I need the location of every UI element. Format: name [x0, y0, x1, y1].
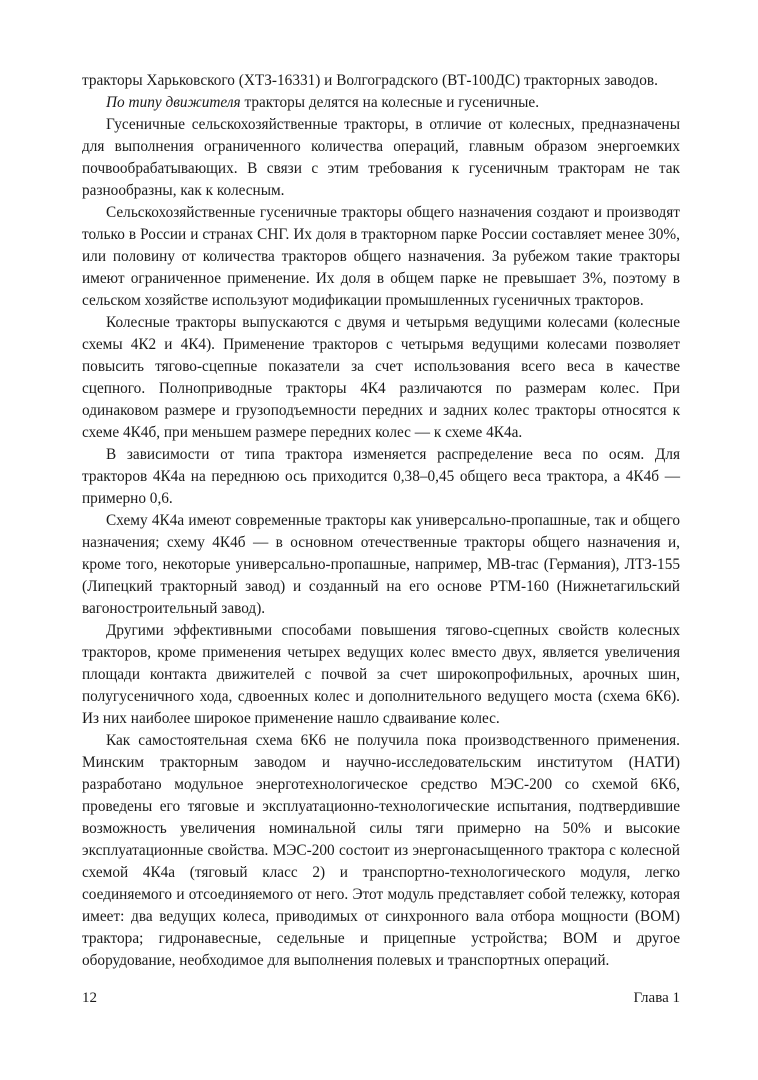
paragraph-6k6-scheme: Как самостоятельная схема 6К6 не получила пока производственного применения. Минским тракторным заводом и научно-исследовательским институтом (НАТИ) разработано модульное энерготехнологическое средство МЭС-200 со схемой 6К6, проведены его тяговые и эксплуатационно-технологические испытания, подтвердившие возможность увеличения номинальной силы тяги примерно на 50% и высокие эксплуатационные свойства. МЭС-200 состоит из энергонасыщенного трактора с колесной схемой 4К4а (тяговый класс 2) и транспортно-технологического модуля, легко соединяемого и отсоединяемого от него. Этот модуль представляет собой тележку, которая имеет: два ведущих колеса, приводимых от синхронного вала отбора мощности (ВОМ) трактора; гидронавесные, седельные и прицепные устройства; ВОМ и другое оборудование, необходимое для выполнения полевых и транспортных операций.	[82, 732, 680, 969]
paragraph-continuation: тракторы Харьковского (ХТЗ-16331) и Волгоградского (ВТ-100ДС) тракторных заводов.	[82, 72, 658, 89]
emphasis-term: По типу движителя	[106, 94, 241, 111]
paragraph-4k4a-scheme: Схему 4К4а имеют современные тракторы как универсально-пропашные, так и общего назначения; схему 4К4б — в основном отечественные тракторы общего назначения и, кроме того, некоторые универсально-пропашные, например, MB-trac (Германия), ЛТЗ-155 (Липецкий тракторный завод) и созданный на его основе РТМ-160 (Нижнетагильский вагоностроительный завод).	[82, 512, 680, 617]
chapter-label: Глава 1	[633, 990, 680, 1006]
paragraph-traction-methods: Другими эффективными способами повышения тягово-сцепных свойств колесных тракторов, кроме применения четырех ведущих колес вместо двух, является увеличения площади контакта движителей с почвой за счет широкопрофильных, арочных шин, полугусеничного хода, сдвоенных колес и дополнительного ведущего моста (схема 6К6). Из них наиболее широкое применение нашло сдваивание колес.	[82, 622, 680, 727]
paragraph-tracked-tractors: Гусеничные сельскохозяйственные тракторы, в отличие от колесных, предназначены для выполнения ограниченного количества операций, главным образом энергоемких почвообрабатывающих. В связи с этим требования к гусеничным тракторам не так разнообразны, как к колесным.	[82, 116, 680, 199]
paragraph-weight-distribution: В зависимости от типа трактора изменяется распределение веса по осям. Для тракторов 4К4а на переднюю ось приходится 0,38–0,45 общего веса трактора, а 4К4б — примерно 0,6.	[82, 446, 680, 507]
paragraph-text: тракторы делятся на колесные и гусеничные.	[240, 94, 540, 111]
paragraph-wheeled-tractors: Колесные тракторы выпускаются с двумя и четырьмя ведущими колесами (колесные схемы 4К2 и 4К4). Применение тракторов с четырьмя ведущими колесами позволяет повысить тягово-сцепные показатели за счет использования всего веса в качестве сцепного. Полноприводные тракторы 4К4 различаются по размерам колес. При одинаковом размере и грузоподъемности передних и задних колес тракторы относятся к схеме 4К4б, при меньшем размере передних колес — к схеме 4К4а.	[82, 314, 680, 441]
paragraph-tracked-general: Сельскохозяйственные гусеничные тракторы общего назначения создают и производят только в России и странах СНГ. Их доля в тракторном парке России составляет менее 30%, или половину от количества тракторов общего назначения. За рубежом такие тракторы имеют ограниченное применение. Их доля в общем парке не превышает 3%, поэтому в сельском хозяйстве используют модификации промышленных гусеничных тракторов.	[82, 204, 680, 309]
page-body	[82, 70, 680, 972]
page-number: 12	[82, 990, 97, 1006]
paragraph-propulsion-type	[82, 92, 680, 114]
